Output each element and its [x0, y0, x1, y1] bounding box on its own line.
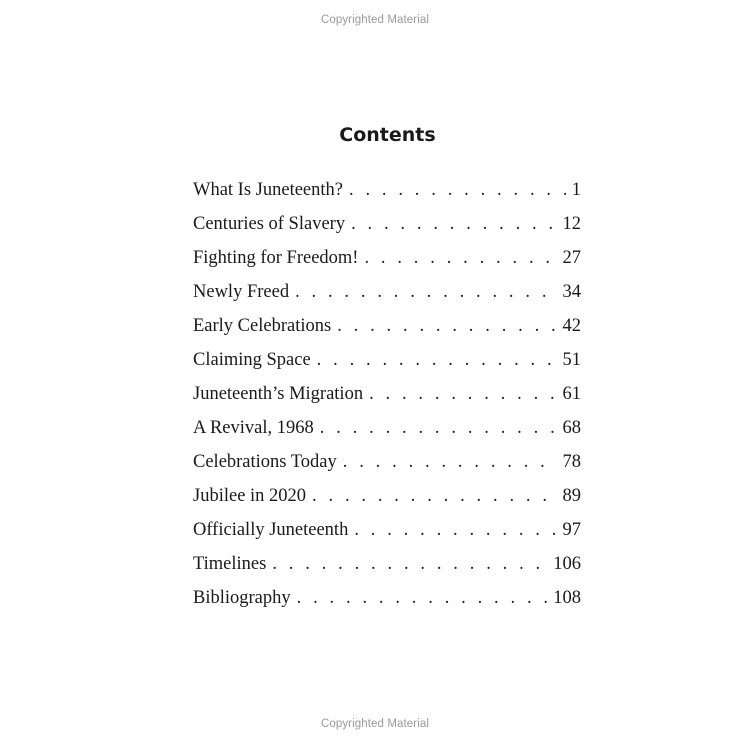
- dot-leader: [364, 248, 556, 269]
- toc-entry[interactable]: [193, 180, 581, 214]
- dot-leader: [369, 384, 556, 405]
- toc-entry-title: Timelines: [193, 554, 267, 574]
- toc-entry-page: 27: [562, 248, 581, 268]
- dot-leader: [272, 554, 547, 575]
- toc-entry-page: 61: [562, 384, 581, 404]
- toc-entry-title: Centuries of Slavery: [193, 214, 346, 234]
- toc-entry-title: What Is Juneteenth?: [193, 180, 343, 200]
- toc-entry[interactable]: [193, 316, 581, 350]
- dot-leader: [343, 452, 557, 473]
- toc-entry[interactable]: [193, 554, 581, 588]
- toc-entry-page: 51: [562, 350, 581, 370]
- toc-entry-title: Fighting for Freedom!: [193, 248, 359, 268]
- toc-entry-page: 68: [562, 418, 581, 438]
- toc-entry-page: 1: [571, 180, 581, 200]
- dot-leader: [354, 520, 556, 541]
- toc-entry-title: A Revival, 1968: [193, 418, 314, 438]
- toc-entry-title: Celebrations Today: [193, 452, 337, 472]
- toc-entry[interactable]: [193, 282, 581, 316]
- toc-entry-page: 12: [562, 214, 581, 234]
- dot-leader: [349, 180, 566, 201]
- toc-entry-page: 78: [562, 452, 581, 472]
- dot-leader: [337, 316, 556, 337]
- toc-entry[interactable]: [193, 384, 581, 418]
- toc-entry-page: 97: [562, 520, 581, 540]
- toc-entry-title: Bibliography: [193, 588, 291, 608]
- toc-entry[interactable]: [193, 520, 581, 554]
- toc-entry[interactable]: [193, 588, 581, 622]
- dot-leader: [317, 350, 557, 371]
- toc-entry-page: 108: [553, 588, 581, 608]
- toc-entry-page: 89: [562, 486, 581, 506]
- dot-leader: [351, 214, 556, 235]
- copyright-watermark-bottom: Copyrighted Material: [320, 718, 430, 730]
- copyright-watermark-top: Copyrighted Material: [320, 14, 430, 26]
- toc-entry-title: Newly Freed: [193, 282, 290, 302]
- toc-entry[interactable]: [193, 486, 581, 520]
- toc-entry[interactable]: [193, 418, 581, 452]
- toc-entry-title: Claiming Space: [193, 350, 311, 370]
- toc-entry-title: Jubilee in 2020: [193, 486, 307, 506]
- page-title: Contents: [339, 124, 436, 146]
- dot-leader: [297, 588, 548, 609]
- dot-leader: [320, 418, 557, 439]
- dot-leader: [312, 486, 556, 507]
- dot-leader: [295, 282, 556, 303]
- toc-entry-page: 42: [562, 316, 581, 336]
- toc-entry-title: Juneteenth’s Migration: [193, 384, 364, 404]
- toc-entry-title: Early Celebrations: [193, 316, 332, 336]
- toc-entry-page: 106: [553, 554, 581, 574]
- toc-entry[interactable]: [193, 350, 581, 384]
- toc-entry[interactable]: [193, 452, 581, 486]
- toc-entry[interactable]: [193, 214, 581, 248]
- toc-entry-title: Officially Juneteenth: [193, 520, 349, 540]
- toc-entry-page: 34: [562, 282, 581, 302]
- table-of-contents: [193, 180, 581, 622]
- toc-entry[interactable]: [193, 248, 581, 282]
